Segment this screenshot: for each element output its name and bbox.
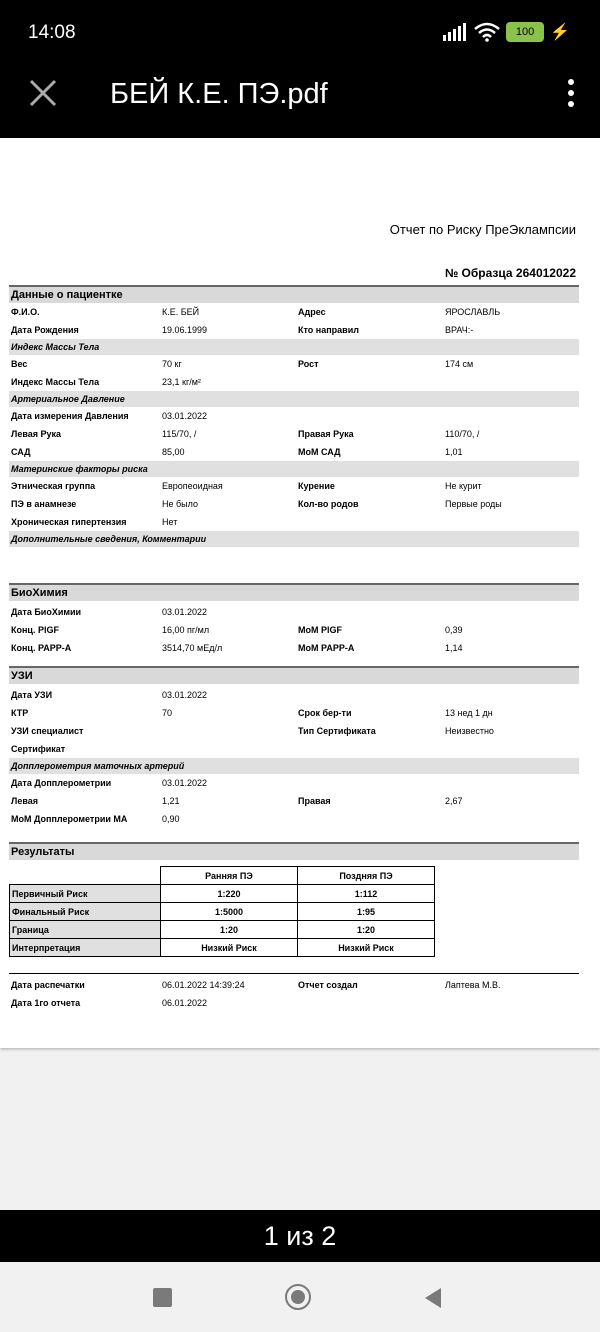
- system-icons: [442, 22, 570, 42]
- table-row: [9, 722, 579, 740]
- field-value: 174 см: [445, 359, 474, 369]
- table-row: [9, 976, 579, 994]
- field-label: Конц. PAPP-A: [11, 643, 72, 653]
- field-value: ВРАЧ:-: [445, 325, 474, 335]
- field-label: САД: [11, 447, 31, 457]
- field-value: 1,01: [445, 447, 463, 457]
- field-label: МоМ Допплерометрии МА: [11, 814, 128, 824]
- field-label: Правая Рука: [298, 429, 354, 439]
- field-label: Вес: [11, 359, 28, 369]
- field-label: КТР: [11, 708, 29, 718]
- field-label: Дата 1го отчета: [11, 998, 81, 1008]
- table-row: [9, 425, 579, 443]
- field-label: ПЭ в анамнезе: [11, 499, 77, 509]
- field-value: Европеоидная: [162, 481, 223, 491]
- field-label: МоМ PlGF: [298, 625, 342, 635]
- field-value: 115/70, /: [162, 429, 197, 439]
- page-indicator: 1 из 2: [0, 1210, 600, 1262]
- table-header: Поздняя ПЭ: [298, 867, 435, 885]
- field-label: Срок бер-ти: [298, 708, 352, 718]
- field-value: Не было: [162, 499, 198, 509]
- table-row: [9, 355, 579, 373]
- subsection-header: Дополнительные сведения, Комментарии: [9, 531, 579, 547]
- field-label: Рост: [298, 359, 319, 369]
- table-header: Ранняя ПЭ: [161, 867, 298, 885]
- status-time: 14:08: [28, 22, 76, 43]
- biochem-section: [9, 583, 579, 657]
- table-row: [9, 513, 579, 531]
- field-label: Этническая группа: [11, 481, 96, 491]
- field-value: Первые роды: [445, 499, 502, 509]
- home-button[interactable]: [285, 1284, 311, 1310]
- table-row: [9, 603, 579, 621]
- patient-section: [9, 285, 579, 547]
- recents-button[interactable]: [153, 1288, 172, 1307]
- field-label: Дата Рождения: [11, 325, 79, 335]
- field-value: 03.01.2022: [162, 607, 208, 617]
- table-row: [9, 792, 579, 810]
- sample-number: № Образца 264012022: [444, 266, 576, 280]
- battery-icon: 100: [506, 22, 544, 42]
- field-label: МоМ САД: [298, 447, 341, 457]
- document-title: БЕЙ К.Е. ПЭ.pdf: [110, 78, 328, 110]
- section-header: Результаты: [9, 842, 579, 860]
- charging-icon: ⚡: [550, 24, 570, 41]
- field-value: 03.01.2022: [162, 690, 208, 700]
- report-title: Отчет по Риску ПреЭклампсии: [389, 222, 576, 237]
- field-value: Неизвестно: [445, 726, 494, 736]
- field-label: Дата распечатки: [11, 980, 85, 990]
- field-value: 03.01.2022: [162, 778, 208, 788]
- subsection-header: Материнские факторы риска: [9, 461, 579, 477]
- field-label: Дата измерения Давления: [11, 411, 129, 421]
- table-row: [10, 867, 435, 885]
- field-value: Лаптева М.В.: [445, 980, 501, 990]
- subsection-header: Артериальное Давление: [9, 391, 579, 407]
- field-value: Не курит: [445, 481, 482, 491]
- field-value: 06.01.2022: [162, 998, 208, 1008]
- table-row: Первичный Риск 1:220 1:112: [10, 885, 435, 903]
- field-label: Тип Сертификата: [298, 726, 376, 736]
- field-value: 1,21: [162, 796, 180, 806]
- table-row: Интерпретация Низкий Риск Низкий Риск: [10, 939, 435, 957]
- field-value: 110/70, /: [445, 429, 480, 439]
- results-section: [9, 842, 579, 860]
- table-row: [9, 373, 579, 391]
- field-label: Конц. PlGF: [11, 625, 59, 635]
- field-value: 23,1 кг/м²: [162, 377, 201, 387]
- field-label: Кто направил: [298, 325, 359, 335]
- table-row: [9, 321, 579, 339]
- field-value: 0,90: [162, 814, 180, 824]
- table-row: [9, 740, 579, 758]
- field-value: 70: [162, 708, 173, 718]
- back-button[interactable]: [423, 1287, 443, 1309]
- field-label: Левая Рука: [11, 429, 62, 439]
- navigation-bar: [0, 1262, 600, 1332]
- subsection-header: Индекс Массы Тела: [9, 339, 579, 355]
- field-label: Индекс Массы Тела: [11, 377, 100, 387]
- pdf-page: [0, 138, 600, 1048]
- divider: [9, 973, 579, 974]
- table-row: [9, 686, 579, 704]
- field-value: 0,39: [445, 625, 463, 635]
- table-row: [9, 621, 579, 639]
- table-row: Финальный Риск 1:5000 1:95: [10, 903, 435, 921]
- field-label: Кол-во родов: [298, 499, 359, 509]
- table-row: [9, 639, 579, 657]
- field-value: 19.06.1999: [162, 325, 208, 335]
- table-row: [9, 774, 579, 792]
- signal-icon: [442, 23, 468, 41]
- section-header: УЗИ: [9, 666, 579, 684]
- field-label: Сертификат: [11, 744, 66, 754]
- section-header: БиоХимия: [9, 583, 579, 601]
- table-row: [9, 704, 579, 722]
- field-label: Левая: [11, 796, 38, 806]
- wifi-icon: [474, 22, 500, 42]
- field-label: Дата УЗИ: [11, 690, 53, 700]
- results-table: [9, 866, 435, 957]
- more-options-icon[interactable]: [566, 78, 576, 108]
- table-row: [9, 407, 579, 425]
- field-value: Нет: [162, 517, 178, 527]
- field-label: УЗИ специалист: [11, 726, 84, 736]
- app-bar: [0, 64, 600, 138]
- field-value: К.Е. БЕЙ: [162, 307, 200, 317]
- field-value: 3514,70 мЕд/л: [162, 643, 223, 653]
- close-icon[interactable]: [26, 76, 60, 110]
- field-value: 2,67: [445, 796, 463, 806]
- table-row: [9, 477, 579, 495]
- field-label: Дата Допплерометрии: [11, 778, 112, 788]
- subsection-header: Допплерометрия маточных артерий: [9, 758, 579, 774]
- field-value: 16,00 пг/мл: [162, 625, 210, 635]
- field-value: ЯРОСЛАВЛЬ: [445, 307, 501, 317]
- field-value: 70 кг: [162, 359, 182, 369]
- field-label: Правая: [298, 796, 331, 806]
- field-label: Курение: [298, 481, 335, 491]
- field-value: 06.01.2022 14:39:24: [162, 980, 245, 990]
- field-value: 85,00: [162, 447, 185, 457]
- table-row: [9, 443, 579, 461]
- field-value: 1,14: [445, 643, 463, 653]
- field-label: МоМ PAPP-A: [298, 643, 355, 653]
- table-row: [9, 303, 579, 321]
- ultrasound-section: [9, 666, 579, 828]
- report-footer: [9, 976, 579, 1012]
- field-value: 13 нед 1 дн: [445, 708, 493, 718]
- table-row: [9, 810, 579, 828]
- field-label: Хроническая гипертензия: [11, 517, 127, 527]
- field-label: Отчет создал: [298, 980, 358, 990]
- table-row: Граница 1:20 1:20: [10, 921, 435, 939]
- field-label: Ф.И.О.: [11, 307, 40, 317]
- table-row: [9, 495, 579, 513]
- table-row: [9, 994, 579, 1012]
- field-value: 03.01.2022: [162, 411, 208, 421]
- field-label: Адрес: [298, 307, 326, 317]
- section-header: Данные о пациентке: [9, 285, 579, 303]
- home-icon: [291, 1290, 305, 1304]
- field-label: Дата БиоХимии: [11, 607, 82, 617]
- status-bar: [0, 0, 600, 64]
